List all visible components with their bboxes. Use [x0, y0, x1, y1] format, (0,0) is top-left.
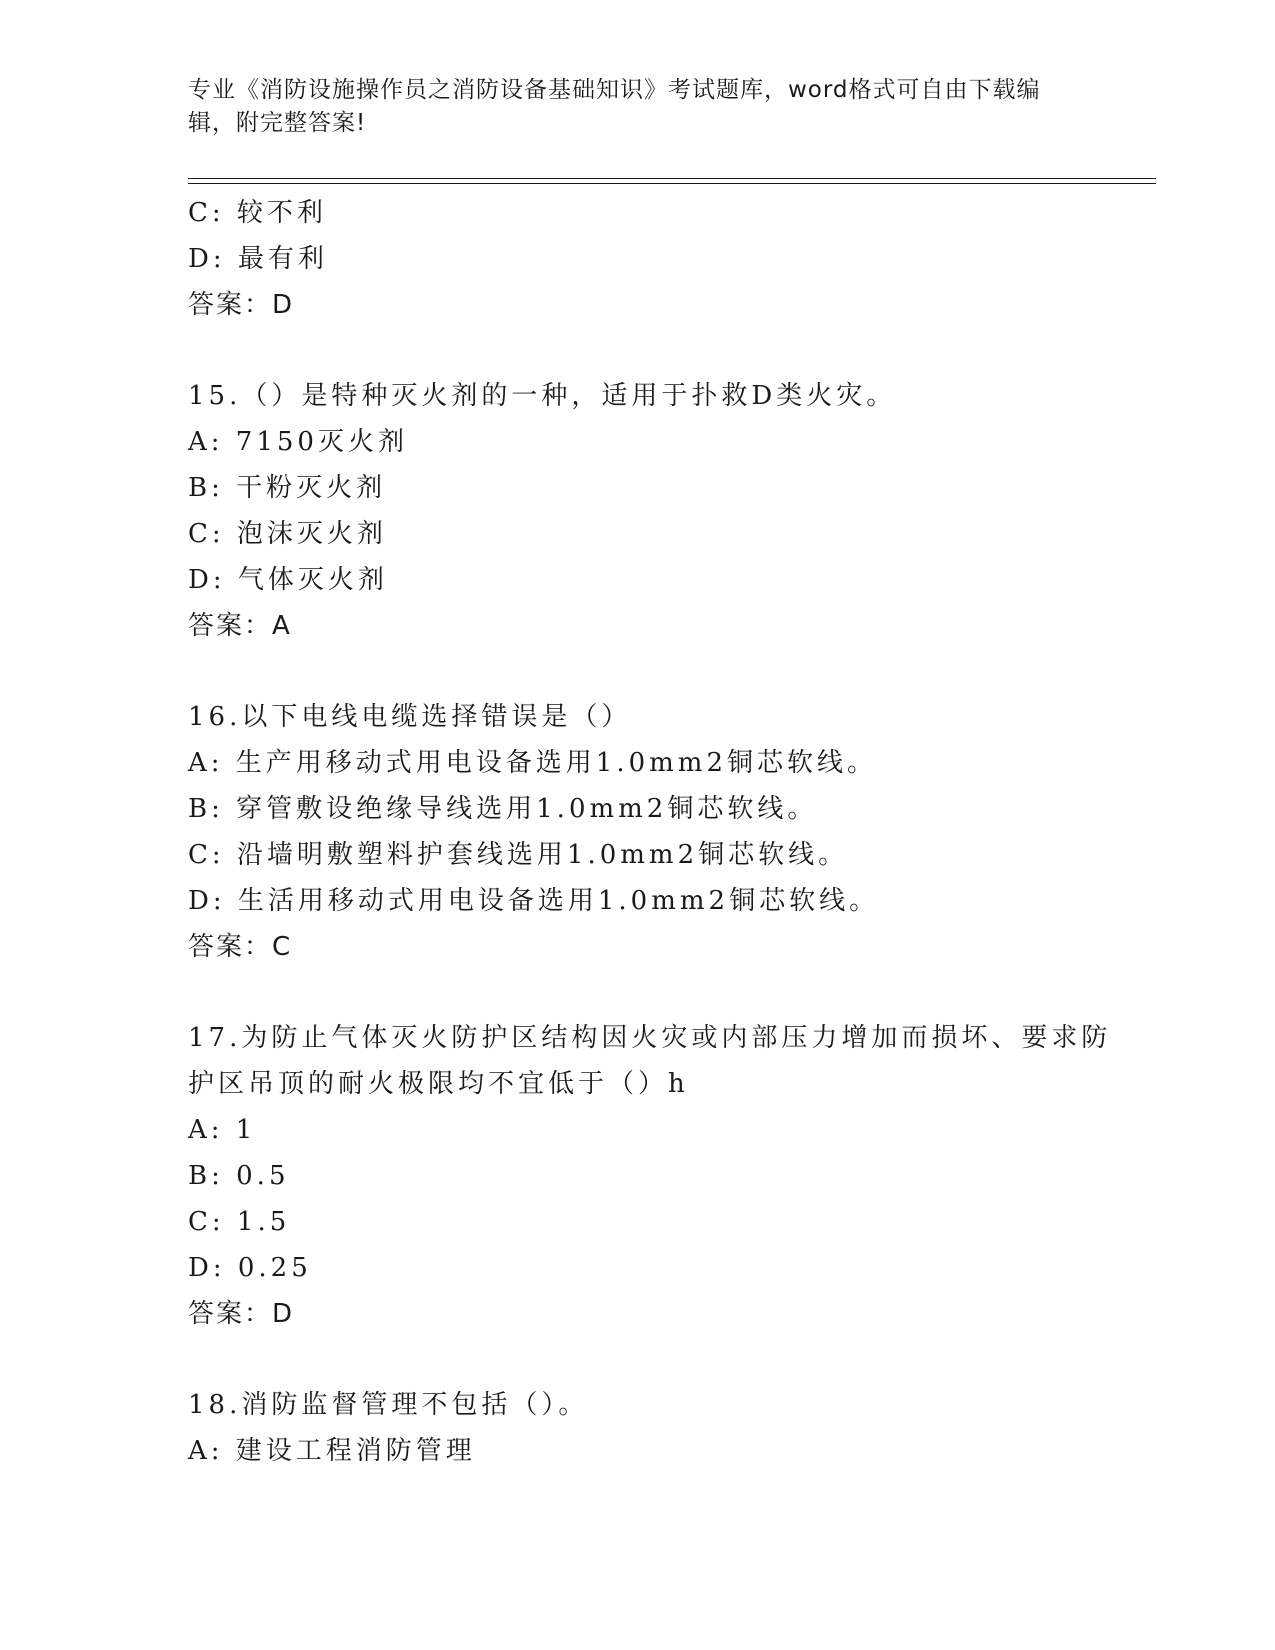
option-a: A: 建设工程消防管理 [188, 1436, 476, 1466]
question-stem: 15.（）是特种灭火剂的一种，适用于扑救D类火灾。 [188, 381, 897, 411]
question-stem: 16.以下电线电缆选择错误是（） [188, 702, 632, 732]
option-c: C: 较不利 [188, 198, 327, 228]
answer: 答案：A [188, 611, 292, 641]
question-list [188, 190, 1112, 1474]
option-d: D: 生活用移动式用电设备选用1.0mm2铜芯软线。 [188, 886, 880, 916]
option-b: B: 穿管敷设绝缘导线选用1.0mm2铜芯软线。 [188, 794, 818, 824]
answer: 答案：D [188, 290, 295, 320]
option-c: C: 1.5 [188, 1207, 291, 1237]
question-15 [188, 373, 1088, 649]
spacer [188, 328, 1088, 373]
option-c: C: 沿墙明敷塑料护套线选用1.0mm2铜芯软线。 [188, 840, 849, 870]
question-stem-line-2: 护区吊顶的耐火极限均不宜低于（）h [188, 1069, 689, 1099]
document-header: 专业《消防设施操作员之消防设备基础知识》考试题库，word格式可自由下载编辑，附完整答案! [188, 77, 1041, 136]
question-16 [188, 694, 1088, 970]
option-a: A: 7150灭火剂 [188, 427, 408, 457]
question-18 [188, 1382, 1088, 1474]
option-d: D: 0.25 [188, 1253, 312, 1283]
header-rule-top [188, 178, 1156, 179]
question-stem-line-1: 17.为防止气体灭火防护区结构因火灾或内部压力增加而损坏、要求防 [188, 1023, 1112, 1053]
question-stem: 18.消防监督管理不包括（）。 [188, 1390, 589, 1420]
spacer [188, 649, 1088, 694]
spacer [188, 970, 1088, 1015]
option-b: B: 干粉灭火剂 [188, 473, 387, 503]
answer: 答案：C [188, 932, 293, 962]
answer: 答案：D [188, 1299, 295, 1329]
option-d: D: 气体灭火剂 [188, 565, 388, 595]
option-a: A: 1 [188, 1115, 257, 1145]
option-a: A: 生产用移动式用电设备选用1.0mm2铜芯软线。 [188, 748, 878, 778]
spacer [188, 1337, 1088, 1382]
question-17 [188, 1015, 1112, 1337]
option-d: D: 最有利 [188, 244, 328, 274]
header-rule-bottom [188, 183, 1156, 184]
option-b: B: 0.5 [188, 1161, 290, 1191]
option-c: C: 泡沫灭火剂 [188, 519, 387, 549]
